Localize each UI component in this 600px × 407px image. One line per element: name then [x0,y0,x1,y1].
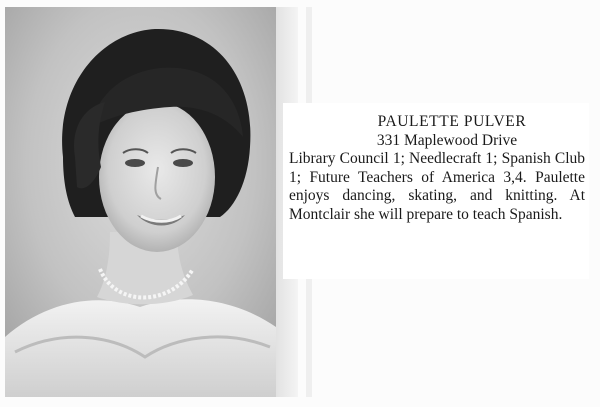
portrait-photo [5,7,276,397]
student-address: 331 Maplewood Drive [376,131,518,149]
yearbook-caption [289,113,585,225]
student-bio: Library Council 1; Needlecraft 1; Spanish Club 1; Future Teachers of America 3,4. Paulette enjoys dancing, skating, and knitting. At Montclair she will prepare to teach Spanish. [289,150,585,223]
student-name: PAULETTE PULVER [377,113,527,130]
portrait-illustration [5,7,276,397]
